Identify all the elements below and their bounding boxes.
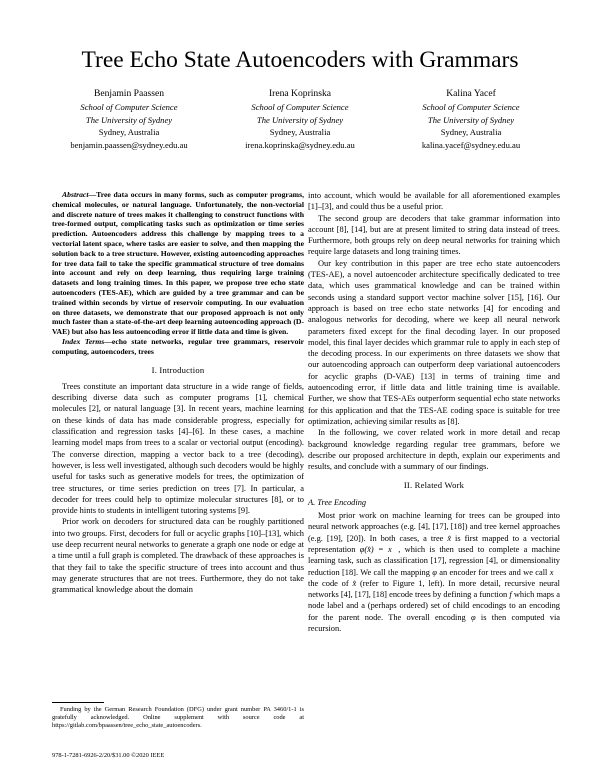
author-university: The University of Sydney <box>256 114 344 125</box>
subsection-heading-tree-encoding: A. Tree Encoding <box>308 497 367 507</box>
math-symbol: φ(x̂) = x⃗ <box>359 544 399 554</box>
left-column <box>52 190 304 595</box>
related-text: which maps a node label and a (perhaps ordered) set of child encodings to an encoding for the parent node. The overall encoding <box>308 590 560 622</box>
related-text: , which is then used to complete a machine learning task, such as classification [17], regression [4], or dimensionality reduction [18]. We call the mapping <box>308 544 561 577</box>
footnote-text: Funding by the German Research Foundation (DFG) under grant number PA 3460/1-1 is gratefully acknowledged. Online supplement with source code at https://gitlab.com/bpaassen/tree_echo_state_autoencoders. <box>52 706 304 730</box>
related-text: an encoder for trees and we call <box>436 567 550 577</box>
author-university: The University of Sydney <box>427 114 515 125</box>
copyright-line: 978-1-7281-6926-2/20/$31.00 ©2020 IEEE <box>52 752 165 759</box>
right-paragraph-0: into account, which would be available for all aforementioned examples [1]–[3], and could thus be a useful prior. <box>308 191 560 212</box>
author-university: The University of Sydney <box>85 114 173 125</box>
right-paragraph-3: In the following, we cover related work in more detail and recap background knowledge regarding regular tree grammars, before we describe our proposed architecture in depth, explain our experiments and results, and conclude with a summary of our findings. <box>308 428 560 472</box>
math-symbol: φ <box>471 612 476 622</box>
related-text: is first mapped to a vectorial representation <box>308 533 560 554</box>
paper-title: Tree Echo State Autoencoders with Grammars <box>81 47 519 73</box>
author-location: Sydney, Australia <box>440 127 502 138</box>
abstract-label: Abstract <box>62 190 89 199</box>
author-location: Sydney, Australia <box>269 127 331 138</box>
right-paragraph-2: Our key contribution in this paper are tree echo state autoencoders (TES-AE), a novel autoencoder architecture specifically dedicated to tree data, which uses grammatical knowledge and can be trained within seconds using a standard support vector machine solver [15], [16]. Our approach is based on tree echo state networks [4] for encoding and analogous networks for decoding, where we keep all neural network parameters fixed except for the final decoding layer. In our proposed model, this final layer decides which grammar rule to apply in each step of the decoding process. In our experiments on three datasets we show that our autoencoding approach can outperform deep variational autoencoders for acyclic graphs (D-VAE) [13] in terms of training time and autoencoding error, if little data and little training time is available. Further, we show that TES-AEs outperform sequential echo state networks for this application and that the TES-AE coding space is suitable for tree optimization, achieving similar results as [8]. <box>308 258 560 426</box>
author-school: School of Computer Science <box>80 102 178 113</box>
math-symbol: x̂ <box>447 533 452 543</box>
footnote <box>52 706 304 731</box>
math-symbol: x̂ <box>352 578 357 588</box>
author-school: School of Computer Science <box>251 102 349 113</box>
author-name: Benjamin Paassen <box>93 88 165 99</box>
related-text: the code of <box>308 578 353 588</box>
related-paragraph-1 <box>308 510 560 634</box>
section-heading-introduction: I. Introduction <box>151 364 205 375</box>
author-location: Sydney, Australia <box>98 127 160 138</box>
intro-paragraph-1: Trees constitute an important data structure in a wide range of fields, describing diverse data such as computer programs [1], chemical molecules [2], or natural language [3]. In recent years, machine learning on these kinds of data has made considerable progress, especially for classification and regression tasks [4]–[6]. In these cases, a machine learning model maps from trees to a scalar or vectorial output (encoding). The converse direction, mapping a vector back to a tree (decoding), however, is less well investigated, although such decoders would be highly useful for tasks such as generative models for trees, the optimization of tree structures, or time series prediction on trees [7]. In particular, a decoder for trees could help to optimize molecular structures [8], or to provide hints to students in intelligent tutoring systems [9]. <box>52 381 304 516</box>
related-text: is then computed via recursion. <box>308 612 560 633</box>
intro-paragraph-2: Prior work on decoders for structured data can be roughly partitioned into two groups. First, decoders for full or acyclic graphs [10]–[13], which use deep recurrent neural networks to generate a graph one node or edge at a time until a full graph is completed. The drawback of these approaches is that they fail to take the specific structure of trees into account and thus may generate structures that are not trees. Furthermore, they do not take grammatical knowledge about the domain <box>52 517 304 595</box>
author-email: benjamin.paassen@sydney.edu.au <box>70 139 188 150</box>
footnote-divider <box>52 702 104 703</box>
author-school: School of Computer Science <box>422 102 520 113</box>
math-symbol: φ <box>432 567 437 577</box>
related-text: Most prior work on machine learning for trees can be grouped into neural network approaches (e.g. [4], [17], [18]) and tree kernel approaches (e.g. [19], [20]). In both cases, a tree <box>308 511 560 543</box>
abstract <box>52 190 304 357</box>
math-symbol: f <box>509 590 512 600</box>
index-terms-label: Index Terms <box>62 336 105 346</box>
right-column <box>308 190 560 634</box>
author-email: kalina.yacef@sydney.edu.au <box>421 139 521 150</box>
right-paragraph-1: The second group are decoders that take grammar information into account [8], [14], but are at present limited to string data instead of trees. Furthermore, both groups rely on deep neural networks for training which require large datasets and long training times. <box>308 213 560 257</box>
author-name: Kalina Yacef <box>446 88 496 99</box>
abstract-text: —Tree data occurs in many forms, such as computer programs, chemical molecules, or natural language. Unfortunately, the non-vectorial and discrete nature of trees makes it challenging to construct functions with tree-formed output, complicating tasks such as optimization or time series prediction. Autoencoders address this challenge by mapping trees to a vectorial latent space, where tasks are easier to solve, and then mapping the solution back to a tree structure. However, existing autoencoding approaches for tree data fail to take the specific grammatical structure of tree domains into account and rely on deep learning, thus requiring large training datasets and long training times. In this paper, we propose tree echo state autoencoders (TES-AE), which are guided by a tree grammar and can be trained within seconds by virtue of reservoir computing. In our evaluation on three datasets, we demonstrate that our proposed approach is not only much faster than a state-of-the-art deep learning autoencoding approach (D-VAE) but also has less autoencoding error if little data and time is given. <box>52 190 304 337</box>
author-name: Irena Koprinska <box>268 88 332 99</box>
index-terms-text: —echo state networks, regular tree grammars, reservoir computing, autoencoders, trees <box>52 336 304 356</box>
author-block-3 <box>382 88 560 151</box>
math-symbol: x⃗ <box>549 567 560 577</box>
author-block-1 <box>40 88 218 151</box>
author-email: irena.koprinska@sydney.edu.au <box>245 139 355 150</box>
author-block-2 <box>211 88 389 151</box>
section-heading-related-work: II. Related Work <box>403 480 465 491</box>
related-text: (refer to Figure 1, left). In more detail, recursive neural networks [4], [17], [18] encode trees by defining a function <box>308 578 560 600</box>
